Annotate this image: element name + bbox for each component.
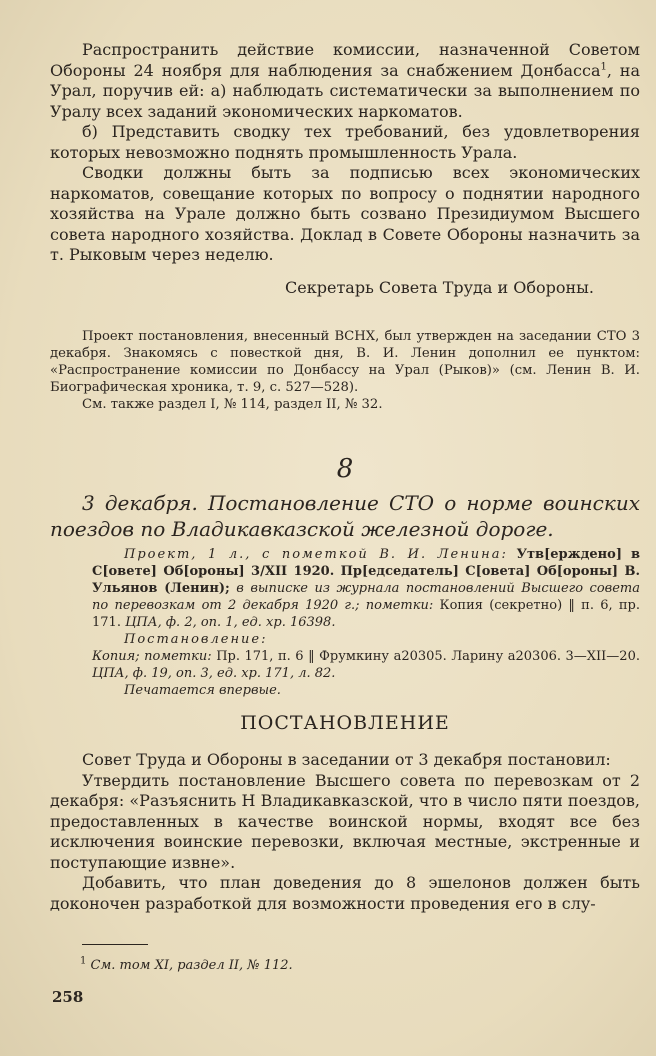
resolution-heading: ПОСТАНОВЛЕНИЕ — [240, 712, 450, 734]
signature: Секретарь Совета Труда и Обороны. — [285, 277, 594, 297]
source-archive-2: ЦПА, ф. 19, оп. 3, ед. хр. 171, л. 82. — [92, 666, 336, 681]
source-extract: в выписке из журнала постановлений Высшего совета по перевозкам от 2 декабря 1920 г.; пометки: — [92, 581, 640, 613]
resolution-intro: Совет Труда и Обороны в заседании от 3 декабря постановил: — [82, 750, 611, 769]
paragraph-summaries: Сводки должны быть за подписью всех экономических наркоматов, совещание которых по вопросу о поднятии народного хозяйства на Урале должно быть созвано Президиумом Высшего совета народного хозяйства. Доклад в Совете Обороны назначить за т. Рыковым через неделю. — [50, 163, 640, 264]
paragraph-text-cont: , на Урал, поручив ей: а) наблюдать систематически за выполнением по Уралу всех заданий экономических наркоматов. — [50, 60, 641, 121]
source-copy: Копия (секретно) ‖ п. 6, пр. 171. — [92, 598, 640, 630]
footnote — [80, 955, 293, 973]
source-approval: Утв[ерждено] в С[овете] Об[ороны] 3/XII 1920. Пр[едседатель] С[овета] Об[ороны] В. Ульянов (Ленин); — [92, 547, 640, 596]
top-section — [50, 40, 640, 298]
resolution-approve: Утвердить постановление Высшего совета по перевозкам от 2 декабря: «Разъяснить Н Владикавказской, что в число пяти поездов, предоставленных в качестве воинской нормы, входят все без исключения воинские перевозки, включая местные, экстренные и поступающие извне». — [50, 770, 640, 872]
resolution — [50, 712, 640, 914]
source-marks: Пр. 171, п. 6 ‖ Фрумкину а20305. Ларину а20306. 3—XII—20. — [216, 649, 640, 664]
footnote-divider — [82, 944, 148, 945]
document-number: 8 — [336, 454, 354, 484]
source-copy-label: Копия; пометки: — [92, 649, 212, 664]
document-header — [50, 454, 640, 542]
editorial-note — [50, 328, 640, 413]
page-number: 258 — [52, 988, 84, 1006]
footnote-ref: 1 — [600, 61, 607, 73]
document-title: 3 декабря. Постановление СТО о норме воинских поездов по Владикавказской железной дороге. — [50, 491, 640, 541]
source-resolution — [92, 631, 640, 682]
paragraph-text: Распространить действие комиссии, назначенной Советом Обороны 24 ноября для наблюдения за снабжением Донбасса — [50, 40, 640, 80]
source-note — [92, 546, 640, 699]
paragraph-b: б) Представить сводку тех требований, без удовлетворения которых невозможно поднять промышленность Урала. — [50, 122, 640, 162]
source-archive: ЦПА, ф. 2, оп. 1, ед. хр. 16398. — [125, 615, 336, 630]
footnote-mark: 1 — [80, 955, 87, 967]
note-see-also: См. также раздел I, № 114, раздел II, № 32. — [82, 397, 383, 412]
paragraph-commission — [50, 40, 640, 122]
source-label-2: Постановление: — [124, 632, 268, 647]
note-paragraph: Проект постановления, внесенный ВСНХ, был утвержден на заседании СТО 3 декабря. Знакомясь с повесткой дня, В. И. Ленин дополнил ее пунктом: «Распространение комиссии по Донбассу на Урал (Рыков)» (см. Ленин В. И. Биографическая хроника, т. 9, с. 527—528). — [50, 329, 640, 395]
printed-first: Печатается впервые. — [124, 683, 281, 698]
resolution-add: Добавить, что план доведения до 8 эшелонов должен быть доконочен разработкой для возможности проведения его в слу- — [50, 873, 640, 913]
source-label: Проект, 1 л., с пометкой В. И. Ленина: — [124, 547, 508, 562]
source-draft — [92, 546, 640, 631]
footnote-text: См. том XI, раздел II, № 112. — [90, 958, 293, 973]
